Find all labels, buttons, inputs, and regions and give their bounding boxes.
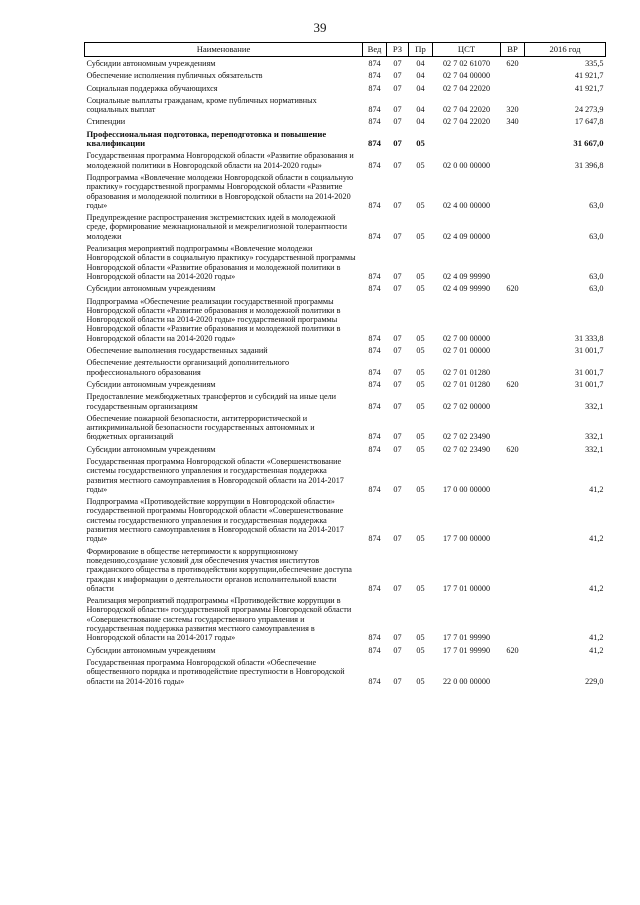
- cell-name: Реализация мероприятий подпрограммы «Противодействие коррупции в Новгородской области» государственной программы Новгородской области «Совершенствование системы государственного управления и государственная поддержка развития местного самоуправления в Новгородской области на 2014-2017 годы»: [86, 596, 352, 643]
- cell-sum: 332,1: [585, 444, 604, 454]
- table-row: [85, 243, 606, 283]
- table-row: [85, 83, 606, 95]
- table-row: [85, 657, 606, 688]
- table-row: [85, 444, 606, 456]
- cell-rz: 07: [393, 346, 402, 356]
- cell-pr: 05: [416, 231, 425, 241]
- cell-rz: 07: [393, 138, 402, 149]
- cell-pr: 05: [416, 160, 425, 170]
- cell-pr: 05: [416, 200, 425, 210]
- cell-vr: [501, 129, 525, 151]
- table-row: [85, 496, 606, 545]
- cell-vr: [501, 83, 525, 95]
- cell-pr: 04: [416, 83, 425, 93]
- cell-cst: 17 7 01 99990: [442, 645, 491, 655]
- cell-sum: 17 647,8: [574, 117, 604, 127]
- cell-pr: 05: [416, 333, 425, 343]
- cell-ved: 874: [368, 231, 381, 241]
- cell-rz: 07: [393, 117, 402, 127]
- cell-pr: 05: [416, 484, 425, 494]
- cell-name: Субсидии автономным учреждениям: [86, 645, 216, 655]
- cell-ved: 874: [368, 59, 381, 68]
- cell-rz: 07: [393, 284, 402, 294]
- cell-sum: 63,0: [589, 231, 604, 241]
- cell-name: Социальные выплаты гражданам, кроме публичных нормативных социальных выплат: [86, 95, 317, 115]
- cell-cst: 02 7 02 23490: [442, 432, 491, 442]
- cell-name: Субсидии автономным учреждениям: [86, 59, 216, 68]
- cell-name: Государственная программа Новгородской области «Обеспечение общественного порядка и противодействие преступности в Новгородской области на 2014-2016 годы»: [86, 657, 345, 686]
- table-body: [85, 57, 606, 688]
- cell-vr: [501, 456, 525, 496]
- header-sum: 2016 год: [525, 43, 606, 57]
- cell-ved: 874: [368, 284, 381, 294]
- cell-rz: 07: [393, 200, 402, 210]
- table-row: [85, 357, 606, 379]
- cell-ved: 874: [368, 200, 381, 210]
- cell-vr: 620: [506, 444, 519, 454]
- cell-pr: 05: [416, 444, 425, 454]
- cell-vr: 340: [506, 117, 519, 127]
- cell-sum: 31 333,8: [574, 333, 604, 343]
- cell-name: Обеспечение деятельности организаций дополнительного профессионального образования: [86, 358, 290, 377]
- cell-pr: 05: [416, 534, 425, 544]
- cell-sum: 41,2: [589, 645, 604, 655]
- table-row: [85, 212, 606, 243]
- cell-sum: 31 001,7: [574, 346, 604, 356]
- cell-rz: 07: [393, 231, 402, 241]
- table-row: [85, 129, 606, 151]
- cell-cst: 02 7 04 22020: [442, 105, 491, 115]
- cell-ved: 874: [368, 444, 381, 454]
- cell-rz: 07: [393, 83, 402, 93]
- cell-cst: 02 7 04 22020: [442, 83, 491, 93]
- cell-cst: 02 7 00 00000: [442, 333, 491, 343]
- cell-vr: [501, 595, 525, 644]
- table-row: [85, 546, 606, 595]
- cell-sum: 41,2: [589, 633, 604, 643]
- cell-vr: [501, 243, 525, 283]
- cell-sum: 41 921,7: [574, 83, 604, 93]
- header-vr: ВР: [501, 43, 525, 57]
- cell-pr: 05: [416, 346, 425, 356]
- cell-pr: 05: [416, 432, 425, 442]
- cell-vr: 620: [506, 379, 519, 389]
- cell-cst: 02 7 02 61070: [442, 59, 491, 68]
- table-row: [85, 116, 606, 128]
- cell-ved: 874: [368, 484, 381, 494]
- cell-ved: 874: [368, 138, 381, 149]
- cell-vr: [501, 70, 525, 82]
- cell-ved: 874: [368, 333, 381, 343]
- cell-pr: 04: [416, 71, 425, 81]
- cell-cst: 02 7 04 22020: [442, 117, 491, 127]
- cell-rz: 07: [393, 59, 402, 68]
- cell-cst: 02 4 09 99990: [442, 284, 491, 294]
- cell-vr: [501, 496, 525, 545]
- header-cst: ЦСТ: [433, 43, 501, 57]
- cell-ved: 874: [368, 534, 381, 544]
- page-number: 39: [313, 20, 327, 35]
- cell-name: Государственная программа Новгородской области «Совершенствование системы государственного управления и государственная поддержка развития местного самоуправления в Новгородской области на 2014-2017 годы»: [86, 456, 344, 494]
- header-name: Наименование: [85, 43, 363, 57]
- cell-rz: 07: [393, 401, 402, 411]
- cell-rz: 07: [393, 676, 402, 686]
- cell-ved: 874: [368, 583, 381, 593]
- cell-rz: 07: [393, 367, 402, 377]
- table-row: [85, 296, 606, 345]
- budget-table-container: [84, 42, 605, 688]
- cell-ved: 874: [368, 633, 381, 643]
- cell-ved: 874: [368, 105, 381, 115]
- cell-name: Социальная поддержка обучающихся: [86, 83, 218, 93]
- cell-cst: 02 4 09 00000: [442, 231, 491, 241]
- cell-cst: 02 7 01 01280: [442, 379, 491, 389]
- cell-rz: 07: [393, 432, 402, 442]
- cell-pr: 05: [416, 138, 425, 149]
- cell-cst: 02 4 09 99990: [442, 271, 491, 281]
- table-row: [85, 379, 606, 391]
- cell-name: Субсидии автономным учреждениям: [86, 379, 216, 389]
- cell-rz: 07: [393, 105, 402, 115]
- cell-rz: 07: [393, 645, 402, 655]
- cell-rz: 07: [393, 583, 402, 593]
- cell-cst: 02 4 00 00000: [442, 200, 491, 210]
- cell-rz: 07: [393, 484, 402, 494]
- table-row: [85, 391, 606, 413]
- cell-vr: [501, 345, 525, 357]
- cell-sum: 41,2: [589, 583, 604, 593]
- cell-name: Обеспечение выполнения государственных заданий: [86, 346, 268, 356]
- cell-ved: 874: [368, 401, 381, 411]
- cell-sum: 332,1: [585, 432, 604, 442]
- cell-cst: 02 7 02 23490: [442, 444, 491, 454]
- cell-vr: [501, 212, 525, 243]
- cell-name: Подпрограмма «Обеспечение реализации государственной программы Новгородской области «Развитие образования и молодежной политики в Новгородской области на 2014-2020 годы» государственной программы Новгородской области «Развитие образования и молодежной политики в Новгородской области на 2014-2020 годы»: [86, 296, 341, 343]
- cell-vr: [501, 657, 525, 688]
- cell-name: Предоставление межбюджетных трансфертов и субсидий на иные цели государственным организациям: [86, 392, 337, 411]
- cell-vr: [501, 150, 525, 172]
- table-row: [85, 645, 606, 657]
- cell-rz: 07: [393, 444, 402, 454]
- cell-pr: 05: [416, 633, 425, 643]
- cell-vr: [501, 172, 525, 212]
- header-pr: Пр: [409, 43, 433, 57]
- cell-name: Подпрограмма «Противодействие коррупции в Новгородской области» государственной программы Новгородской области «Совершенствование системы государственного управления и государственная поддержка развития местного самоуправления в Новгородской области на 2014-2017 годы»: [86, 497, 344, 544]
- cell-sum: 332,1: [585, 401, 604, 411]
- cell-sum: 229,0: [585, 676, 604, 686]
- cell-name: Стипендии: [86, 117, 126, 127]
- cell-sum: 335,5: [585, 59, 604, 68]
- cell-name: Обеспечение исполнения публичных обязательств: [86, 71, 263, 81]
- cell-sum: 31 001,7: [574, 379, 604, 389]
- cell-vr: [501, 296, 525, 345]
- cell-rz: 07: [393, 633, 402, 643]
- cell-cst: 22 0 00 00000: [442, 676, 491, 686]
- cell-sum: 63,0: [589, 200, 604, 210]
- cell-name: Субсидии автономным учреждениям: [86, 284, 216, 294]
- cell-vr: [501, 357, 525, 379]
- table-row: [85, 172, 606, 212]
- table-row: [85, 595, 606, 644]
- cell-vr: 620: [506, 284, 519, 294]
- table-row: [85, 413, 606, 444]
- cell-vr: [501, 546, 525, 595]
- cell-name: Предупреждение распространения экстремистских идей в молодежной среде, формирование межнациональной и межрелигиозной толерантности молодежи: [86, 213, 347, 241]
- cell-cst: 02 7 01 00000: [442, 346, 491, 356]
- cell-rz: 07: [393, 160, 402, 170]
- cell-name: Реализация мероприятий подпрограммы «Вовлечение молодежи Новгородской области в социальную практику» государственной программы Новгородской области «Развитие образования и молодежной политики в Новгородской области на 2014-2020 годы»: [86, 244, 356, 281]
- cell-cst: 17 7 01 00000: [442, 583, 491, 593]
- cell-vr: 620: [506, 645, 519, 655]
- table-row: [85, 150, 606, 172]
- cell-ved: 874: [368, 379, 381, 389]
- cell-sum: 41,2: [589, 534, 604, 544]
- table-row: [85, 456, 606, 496]
- cell-rz: 07: [393, 333, 402, 343]
- cell-name: Профессиональная подготовка, переподготовка и повышение квалификации: [86, 128, 327, 149]
- cell-ved: 874: [368, 645, 381, 655]
- table-header-row: [85, 43, 606, 57]
- table-row: [85, 283, 606, 295]
- cell-pr: 05: [416, 379, 425, 389]
- cell-pr: 04: [416, 59, 425, 68]
- cell-sum: 41,2: [589, 484, 604, 494]
- cell-sum: 24 273,9: [574, 105, 604, 115]
- cell-pr: 05: [416, 583, 425, 593]
- cell-sum: 31 001,7: [574, 367, 604, 377]
- budget-table: [84, 42, 606, 688]
- cell-cst: 02 0 00 00000: [442, 160, 491, 170]
- cell-pr: 05: [416, 367, 425, 377]
- cell-cst: 02 7 04 00000: [442, 71, 491, 81]
- cell-ved: 874: [368, 432, 381, 442]
- cell-ved: 874: [368, 83, 381, 93]
- cell-name: Формирование в обществе нетерпимости к коррупционному поведению,создание условий для обеспечения участия институтов гражданского общества в противодействии коррупции,обеспечение доступа граждан к информации о деятельности органов исполнительной власти области: [86, 546, 352, 593]
- cell-pr: 05: [416, 271, 425, 281]
- cell-pr: 04: [416, 117, 425, 127]
- table-row: [85, 57, 606, 71]
- header-rz: РЗ: [387, 43, 409, 57]
- cell-cst: 17 7 00 00000: [442, 534, 491, 544]
- cell-rz: 07: [393, 71, 402, 81]
- cell-pr: 05: [416, 401, 425, 411]
- cell-name: Государственная программа Новгородской области «Развитие образования и молодежной политики в Новгородской области на 2014-2020 годы»: [86, 151, 354, 170]
- cell-ved: 874: [368, 271, 381, 281]
- cell-cst: 02 7 01 01280: [442, 367, 491, 377]
- cell-ved: 874: [368, 676, 381, 686]
- cell-ved: 874: [368, 71, 381, 81]
- cell-rz: 07: [393, 379, 402, 389]
- cell-vr: [501, 391, 525, 413]
- table-row: [85, 345, 606, 357]
- cell-name: Обеспечение пожарной безопасности, антитеррористической и антикриминальной безопасности государственных автономных и бюджетных организаций: [86, 413, 315, 442]
- cell-sum: 31 667,0: [573, 138, 604, 149]
- cell-ved: 874: [368, 367, 381, 377]
- table-row: [85, 70, 606, 82]
- cell-sum: 63,0: [589, 284, 604, 294]
- cell-cst: 17 0 00 00000: [442, 484, 491, 494]
- cell-pr: 05: [416, 284, 425, 294]
- cell-ved: 874: [368, 160, 381, 170]
- cell-cst: 02 7 02 00000: [442, 401, 491, 411]
- cell-ved: 874: [368, 346, 381, 356]
- cell-cst: [433, 129, 501, 151]
- cell-ved: 874: [368, 117, 381, 127]
- cell-vr: 320: [506, 105, 519, 115]
- cell-sum: 41 921,7: [574, 71, 604, 81]
- cell-sum: 31 396,8: [574, 160, 604, 170]
- cell-pr: 05: [416, 645, 425, 655]
- header-ved: Вед: [363, 43, 387, 57]
- cell-cst: 17 7 01 99990: [442, 633, 491, 643]
- table-row: [85, 95, 606, 117]
- cell-vr: 620: [506, 59, 519, 68]
- cell-rz: 07: [393, 534, 402, 544]
- cell-pr: 04: [416, 105, 425, 115]
- cell-name: Подпрограмма «Вовлечение молодежи Новгородской области в социальную практику» государственной программы Новгородской области «Развитие образования и молодежной политики в Новгородской области на 2014-2020 годы»: [86, 172, 354, 210]
- cell-pr: 05: [416, 676, 425, 686]
- cell-vr: [501, 413, 525, 444]
- cell-sum: 63,0: [589, 271, 604, 281]
- cell-name: Субсидии автономным учреждениям: [86, 444, 216, 454]
- cell-rz: 07: [393, 271, 402, 281]
